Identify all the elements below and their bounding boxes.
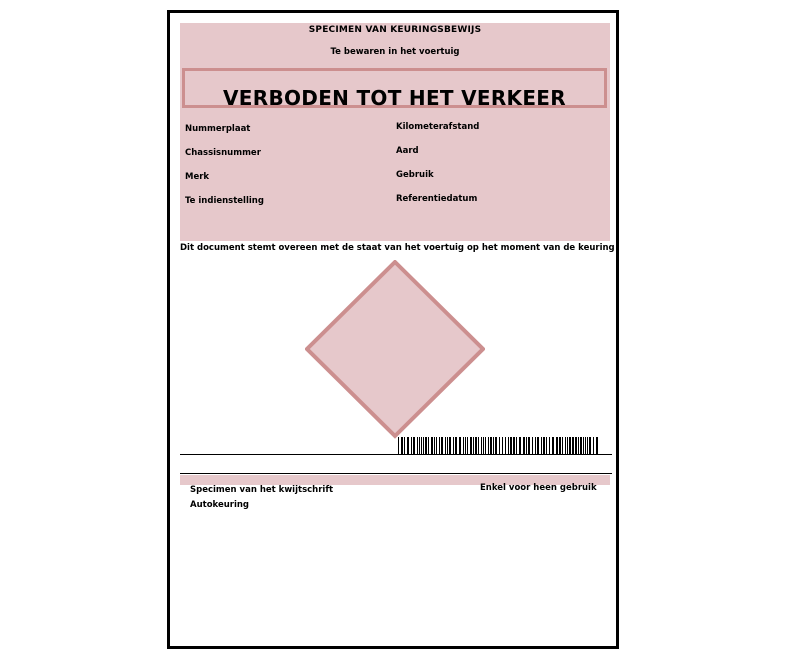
barcode-bar [562,437,563,455]
barcode-bar [596,437,598,455]
barcode-bar [445,437,446,455]
barcode-bar [417,437,418,455]
barcode-bar [583,437,584,455]
barcode-bar [449,437,451,455]
conformity-statement: Dit document stemt overeen met de staat van het voertuig op het moment van de keuring [180,243,615,253]
barcode-bar [436,437,437,455]
barcode-bar [556,437,558,455]
barcode-bar [535,437,536,455]
barcode-bar [567,437,568,455]
barcode-bar [483,437,484,455]
barcode-bar [475,437,477,455]
barcode-bar [546,437,547,455]
barcode-bar [541,437,542,455]
field-label-merk: Merk [185,172,210,182]
barcode-bar [467,437,468,455]
barcode-bar [516,437,517,455]
footer-usage-note: Enkel voor heen gebruik [480,483,597,493]
barcode-bar [508,437,509,455]
barcode-bar [425,437,427,455]
barcode-bar [565,437,566,455]
barcode-bar [519,437,521,455]
barcode-bar [575,437,577,455]
barcode-bar [589,437,591,455]
barcode-bar [499,437,500,455]
barcode-bar [428,437,429,455]
barcode-bar [421,437,422,455]
barcode-bar [495,437,497,455]
barcode-bar [549,437,550,455]
barcode-bar [404,437,405,455]
barcode-bar [453,437,454,455]
field-label-aard: Aard [396,146,419,156]
barcode-bar [502,437,503,455]
barcode-bar [459,437,461,455]
warning-banner [182,68,607,108]
barcode-bar [478,437,479,455]
separator-line-lower [180,473,612,474]
barcode-bar [413,437,415,455]
barcode-bar [580,437,582,455]
barcode-bar [434,437,435,455]
barcode-bar [572,437,574,455]
barcode-bar [465,437,466,455]
field-label-gebruik: Gebruik [396,170,434,180]
barcode-bar [528,437,530,455]
barcode-bar [543,437,545,455]
field-label-chassisnummer: Chassisnummer [185,148,261,158]
barcode-bar [398,437,399,455]
barcode-bar [559,437,561,455]
barcode-bar [463,437,464,455]
barcode-bar [411,437,412,455]
barcode-bar [513,437,515,455]
barcode-bar [447,437,448,455]
barcode-bar [593,437,594,455]
barcode-bar [578,437,579,455]
barcode-bar [431,437,433,455]
barcode-bar [419,437,420,455]
barcode-bar [407,437,409,455]
barcode-bar [493,437,494,455]
barcode-bar [401,437,403,455]
field-label-referentiedatum: Referentiedatum [396,194,478,204]
barcode-bar [485,437,486,455]
barcode-bar [532,437,533,455]
barcode-bar [481,437,482,455]
footer-receipt-label: Specimen van het kwijtschrift [190,485,334,495]
barcode-bar [439,437,440,455]
barcode-bar [585,437,586,455]
inspection-certificate-specimen [167,10,619,649]
barcode-bar [488,437,489,455]
field-label-kilometerafstand: Kilometerafstand [396,122,480,132]
footer-organization-label: Autokeuring [190,500,250,510]
header-panel [180,23,610,241]
barcode [398,437,602,455]
document-subtitle: Te bewaren in het voertuig [330,47,460,57]
barcode-bar [505,437,506,455]
barcode-bar [569,437,571,455]
barcode-bar [510,437,512,455]
barcode-bar [537,437,539,455]
document-title: SPECIMEN VAN KEURINGSBEWIJS [308,25,482,35]
barcode-bar [490,437,492,455]
field-label-te-indienstelling: Te indienstelling [185,196,264,206]
barcode-bar [423,437,424,455]
barcode-bar [526,437,527,455]
field-label-nummerplaat: Nummerplaat [185,124,251,134]
warning-banner-text: VERBODEN TOT HET VERKEER [223,86,566,110]
barcode-bar [455,437,457,455]
barcode-bar [473,437,474,455]
barcode-bar [470,437,472,455]
barcode-bar [441,437,443,455]
barcode-bar [587,437,588,455]
diamond-emblem [305,260,485,440]
barcode-bar [523,437,525,455]
barcode-bar [552,437,554,455]
